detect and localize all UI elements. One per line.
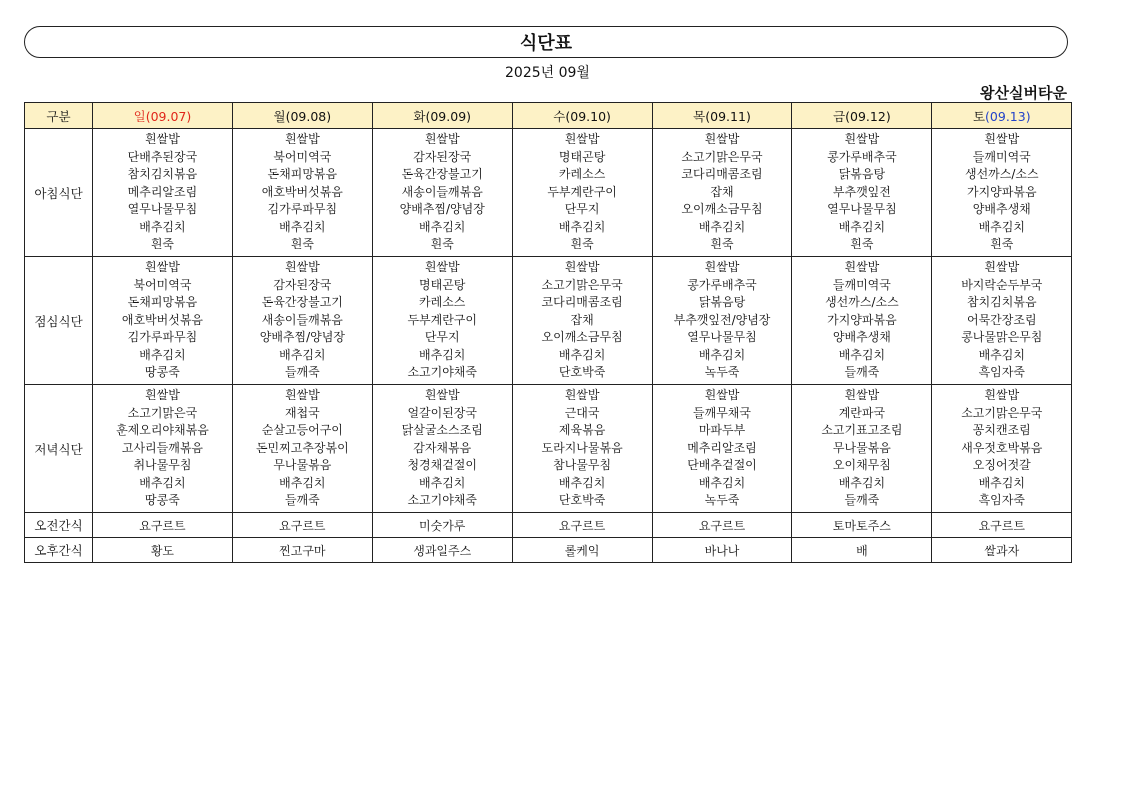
menu-item: 흰죽 bbox=[990, 237, 1014, 252]
menu-item: 단무지 bbox=[424, 330, 460, 345]
menu-item: 소고기맑은무국 bbox=[961, 405, 1043, 420]
page-title bbox=[24, 26, 1068, 58]
menu-item: 단호박죽 bbox=[558, 493, 606, 508]
meal-cell bbox=[652, 385, 792, 513]
menu-item: 카레소스 bbox=[558, 167, 606, 182]
meal-cell bbox=[372, 129, 512, 257]
menu-item: 흰쌀밥 bbox=[145, 132, 180, 147]
menu-item: 배추김치 bbox=[139, 219, 186, 234]
menu-item: 훈제오리야채볶음 bbox=[116, 423, 209, 438]
menu-item: 마파두부 bbox=[698, 423, 746, 438]
menu-item: 근대국 bbox=[564, 405, 600, 420]
menu-item: 흰쌀밥 bbox=[284, 388, 320, 403]
menu-item: 흰쌀밥 bbox=[145, 260, 180, 275]
menu-item: 배추김치 bbox=[978, 347, 1025, 362]
menu-item: 북어미역국 bbox=[133, 277, 192, 292]
menu-item: 고사리들깨볶음 bbox=[121, 440, 204, 455]
day-header-2 bbox=[232, 103, 372, 129]
menu-item: 김가루파무침 bbox=[127, 330, 198, 345]
menu-item: 배추김치 bbox=[139, 347, 186, 362]
meal-cell bbox=[512, 129, 652, 257]
day-date-open-paren: ( bbox=[845, 108, 851, 124]
menu-item: 꽁치캔조림 bbox=[972, 423, 1031, 438]
snack-cell: 요구르트 bbox=[93, 513, 233, 538]
menu-item: 잡채 bbox=[570, 312, 594, 327]
menu-item: 바지락순두부국 bbox=[961, 277, 1043, 292]
menu-item: 애호박버섯볶음 bbox=[261, 184, 343, 199]
menu-item: 오이깨소금무침 bbox=[681, 202, 763, 217]
menu-item: 콩나물맑은무침 bbox=[961, 330, 1043, 345]
menu-item: 북어미역국 bbox=[273, 149, 332, 164]
day-header-1 bbox=[93, 103, 233, 129]
page-title-text: 식단표 bbox=[519, 33, 573, 54]
snack-cell: 쌀과자 bbox=[932, 538, 1072, 563]
snack-label: 오전간식 bbox=[25, 513, 93, 538]
menu-item: 흰죽 bbox=[430, 237, 454, 252]
menu-item: 단배추된장국 bbox=[127, 149, 198, 164]
snack-cell: 요구르트 bbox=[232, 513, 372, 538]
snack-cell: 황도 bbox=[93, 538, 233, 563]
header-label-cell: 구분 bbox=[25, 103, 93, 129]
menu-item: 감자된장국 bbox=[273, 277, 332, 292]
menu-item: 오이깨소금무침 bbox=[541, 330, 623, 345]
menu-item: 양배추생채 bbox=[972, 202, 1031, 217]
day-date-open-paren: ( bbox=[565, 108, 571, 124]
menu-item: 땅콩죽 bbox=[145, 493, 180, 508]
day-date: 09.08 bbox=[290, 108, 327, 124]
meal-cell bbox=[93, 129, 233, 257]
snack-cell: 찐고구마 bbox=[232, 538, 372, 563]
menu-item: 메추리알조림 bbox=[687, 440, 757, 455]
menu-item: 가지양파볶음 bbox=[967, 184, 1037, 199]
day-date-open-paren: ( bbox=[425, 108, 431, 124]
meal-cell bbox=[232, 129, 372, 257]
menu-item: 흰죽 bbox=[150, 237, 175, 252]
day-date-open-paren: ( bbox=[285, 108, 291, 124]
day-header-7 bbox=[932, 103, 1072, 129]
menu-item: 소고기야채죽 bbox=[407, 493, 477, 508]
menu-item: 흰쌀밥 bbox=[984, 132, 1020, 147]
menu-item: 흰쌀밥 bbox=[844, 260, 880, 275]
menu-item: 닭볶음탕 bbox=[838, 167, 886, 182]
menu-item: 흰쌀밥 bbox=[424, 260, 460, 275]
menu-item: 배추김치 bbox=[419, 219, 466, 234]
meal-label: 아침식단 bbox=[25, 129, 93, 257]
menu-item: 새우젓호박볶음 bbox=[961, 440, 1043, 455]
day-date-close-paren: ) bbox=[466, 108, 472, 124]
menu-item: 녹두죽 bbox=[704, 365, 740, 380]
menu-item: 배추김치 bbox=[978, 219, 1025, 234]
menu-item: 열무나물무침 bbox=[127, 202, 198, 217]
menu-item: 닭볶음탕 bbox=[698, 295, 746, 310]
day-date-close-paren: ) bbox=[1025, 108, 1031, 124]
menu-item: 명태곤탕 bbox=[419, 277, 466, 292]
menu-item: 흰쌀밥 bbox=[564, 260, 600, 275]
day-date-close-paren: ) bbox=[745, 108, 751, 124]
menu-item: 김가루파무침 bbox=[267, 202, 338, 217]
menu-item: 흰죽 bbox=[570, 237, 594, 252]
meal-cell bbox=[932, 129, 1072, 257]
day-date: 09.10 bbox=[570, 108, 607, 124]
menu-item: 흰쌀밥 bbox=[844, 388, 880, 403]
meal-cell bbox=[372, 257, 512, 385]
menu-item: 들깨죽 bbox=[844, 493, 880, 508]
day-date-close-paren: ) bbox=[885, 108, 891, 124]
menu-item: 들깨죽 bbox=[284, 365, 320, 380]
menu-item: 흰쌀밥 bbox=[424, 132, 460, 147]
day-date-close-paren: ) bbox=[326, 108, 332, 124]
menu-item: 흰죽 bbox=[710, 237, 734, 252]
snack-cell: 요구르트 bbox=[512, 513, 652, 538]
day-date: 09.13 bbox=[989, 108, 1026, 124]
menu-item: 들깨미역국 bbox=[972, 149, 1031, 164]
menu-item: 흰쌀밥 bbox=[284, 132, 320, 147]
facility-name: 왕산실버타운 bbox=[980, 84, 1067, 102]
menu-item: 들깨무채국 bbox=[693, 405, 751, 420]
menu-item: 코다리매콤조림 bbox=[541, 295, 623, 310]
meal-cell bbox=[93, 385, 233, 513]
menu-item: 배추김치 bbox=[558, 475, 606, 490]
menu-item: 돈채피망볶음 bbox=[127, 295, 198, 310]
menu-item: 열무나물무침 bbox=[687, 330, 757, 345]
menu-item: 오징어젓갈 bbox=[972, 458, 1031, 473]
menu-item: 배추김치 bbox=[838, 475, 886, 490]
menu-item: 명태곤탕 bbox=[558, 149, 606, 164]
meal-row bbox=[25, 385, 1072, 513]
menu-item: 양배추찜/양념장 bbox=[399, 202, 485, 217]
day-header-6 bbox=[792, 103, 932, 129]
day-date: 09.09 bbox=[430, 108, 467, 124]
menu-item: 부추깻잎전 bbox=[832, 184, 891, 199]
menu-item: 배추김치 bbox=[698, 219, 746, 234]
menu-item: 새송이들깨볶음 bbox=[261, 312, 343, 327]
menu-item: 닭살굴소스조림 bbox=[401, 423, 483, 438]
menu-item: 배추김치 bbox=[419, 475, 466, 490]
menu-item: 단배추겉절이 bbox=[687, 458, 757, 473]
menu-item: 돈채피망볶음 bbox=[267, 167, 338, 182]
menu-item: 열무나물무침 bbox=[827, 202, 897, 217]
menu-item: 돈민찌고추장볶이 bbox=[255, 440, 349, 455]
month-label: 2025년 09월 bbox=[505, 65, 590, 81]
menu-item: 들깨죽 bbox=[844, 365, 880, 380]
meal-cell bbox=[232, 257, 372, 385]
meal-cell bbox=[792, 129, 932, 257]
snack-cell: 배 bbox=[792, 538, 932, 563]
day-name: 금 bbox=[833, 108, 846, 124]
day-date: 09.12 bbox=[850, 108, 886, 124]
meal-cell bbox=[232, 385, 372, 513]
menu-item: 소고기맑은무국 bbox=[681, 149, 763, 164]
menu-item: 배추김치 bbox=[139, 475, 186, 490]
meal-cell bbox=[512, 385, 652, 513]
day-date-close-paren: ) bbox=[186, 108, 192, 124]
menu-item: 새송이들깨볶음 bbox=[401, 184, 483, 199]
snack-cell: 롤케익 bbox=[512, 538, 652, 563]
menu-item: 참나물무침 bbox=[553, 458, 612, 473]
menu-item: 소고기맑은무국 bbox=[541, 277, 623, 292]
menu-item: 흑임자죽 bbox=[978, 493, 1025, 508]
day-name: 일 bbox=[133, 108, 146, 124]
menu-item: 돈육간장불고기 bbox=[401, 167, 483, 182]
day-name: 화 bbox=[413, 108, 426, 124]
menu-item: 두부계란구이 bbox=[547, 184, 617, 199]
menu-item: 도라지나물볶음 bbox=[541, 440, 623, 455]
header-row bbox=[25, 103, 1072, 129]
menu-item: 흰쌀밥 bbox=[984, 388, 1020, 403]
meal-row bbox=[25, 129, 1072, 257]
menu-item: 청경채겉절이 bbox=[407, 458, 477, 473]
day-header-5 bbox=[652, 103, 792, 129]
menu-item: 흰죽 bbox=[850, 237, 874, 252]
snack-cell: 생과일주스 bbox=[372, 538, 512, 563]
menu-item: 흰쌀밥 bbox=[564, 132, 600, 147]
snack-row bbox=[25, 513, 1072, 538]
meal-cell bbox=[512, 257, 652, 385]
menu-item: 제육볶음 bbox=[558, 423, 606, 438]
snack-cell: 토마토주스 bbox=[792, 513, 932, 538]
meal-cell bbox=[372, 385, 512, 513]
menu-item: 메추리알조림 bbox=[127, 184, 198, 199]
menu-item: 얼갈이된장국 bbox=[407, 405, 477, 420]
menu-item: 무나물볶음 bbox=[273, 458, 332, 473]
menu-item: 취나물무침 bbox=[133, 458, 192, 473]
meal-row bbox=[25, 257, 1072, 385]
day-header-3 bbox=[372, 103, 512, 129]
meal-label: 저녁식단 bbox=[25, 385, 93, 513]
menu-item: 흰쌀밥 bbox=[704, 260, 740, 275]
menu-item: 단무지 bbox=[564, 202, 600, 217]
menu-item: 흰죽 bbox=[290, 237, 314, 252]
menu-item: 배추김치 bbox=[978, 475, 1025, 490]
meal-cell bbox=[792, 257, 932, 385]
menu-item: 녹두죽 bbox=[704, 493, 740, 508]
snack-label: 오후간식 bbox=[25, 538, 93, 563]
menu-item: 흰쌀밥 bbox=[704, 388, 740, 403]
meal-table bbox=[24, 102, 1072, 563]
menu-item: 오이채무침 bbox=[832, 458, 891, 473]
menu-item: 소고기야채죽 bbox=[407, 365, 477, 380]
menu-item: 흰쌀밥 bbox=[284, 260, 320, 275]
menu-item: 단호박죽 bbox=[558, 365, 606, 380]
menu-item: 애호박버섯볶음 bbox=[121, 312, 204, 327]
menu-item: 재첩국 bbox=[284, 405, 320, 420]
menu-item: 배추김치 bbox=[838, 347, 886, 362]
meal-cell bbox=[93, 257, 233, 385]
day-date-open-paren: ( bbox=[985, 108, 990, 124]
menu-item: 배추김치 bbox=[279, 475, 326, 490]
meal-cell bbox=[652, 129, 792, 257]
menu-item: 카레소스 bbox=[419, 295, 466, 310]
menu-item: 배추김치 bbox=[838, 219, 886, 234]
menu-item: 배추김치 bbox=[419, 347, 466, 362]
day-name: 토 bbox=[972, 108, 986, 124]
snack-cell: 미숫가루 bbox=[372, 513, 512, 538]
menu-item: 흰쌀밥 bbox=[145, 388, 180, 403]
day-date-open-paren: ( bbox=[705, 108, 711, 124]
menu-item: 배추김치 bbox=[558, 219, 606, 234]
menu-item: 참치김치볶음 bbox=[967, 295, 1037, 310]
menu-item: 흰쌀밥 bbox=[704, 132, 740, 147]
menu-item: 배추김치 bbox=[279, 219, 326, 234]
menu-item: 배추김치 bbox=[279, 347, 326, 362]
meal-cell bbox=[652, 257, 792, 385]
menu-item: 소고기표고조림 bbox=[821, 423, 903, 438]
menu-item: 흰쌀밥 bbox=[564, 388, 600, 403]
day-date-open-paren: ( bbox=[145, 108, 151, 124]
snack-cell: 요구르트 bbox=[932, 513, 1072, 538]
menu-item: 들깨죽 bbox=[284, 493, 320, 508]
menu-item: 생선까스/소스 bbox=[964, 167, 1039, 182]
menu-item: 두부계란구이 bbox=[407, 312, 477, 327]
meal-label: 점심식단 bbox=[25, 257, 93, 385]
menu-item: 감자채볶음 bbox=[413, 440, 472, 455]
menu-item: 땅콩죽 bbox=[145, 365, 180, 380]
menu-item: 감자된장국 bbox=[413, 149, 472, 164]
day-name: 수 bbox=[553, 108, 566, 124]
meal-cell bbox=[932, 257, 1072, 385]
menu-item: 흑임자죽 bbox=[978, 365, 1025, 380]
menu-item: 양배추생채 bbox=[832, 330, 891, 345]
snack-cell: 바나나 bbox=[652, 538, 792, 563]
menu-item: 배추김치 bbox=[698, 347, 746, 362]
menu-item: 무나물볶음 bbox=[832, 440, 891, 455]
day-date: 09.11 bbox=[710, 108, 746, 124]
day-date-close-paren: ) bbox=[606, 108, 611, 124]
menu-item: 계란파국 bbox=[838, 405, 886, 420]
meal-cell bbox=[792, 385, 932, 513]
snack-row bbox=[25, 538, 1072, 563]
day-name: 목 bbox=[693, 108, 706, 124]
menu-item: 흰쌀밥 bbox=[984, 260, 1020, 275]
day-name: 월 bbox=[273, 108, 286, 124]
menu-item: 잡채 bbox=[710, 184, 734, 199]
menu-item: 가지양파볶음 bbox=[827, 312, 897, 327]
menu-item: 콩가루배추국 bbox=[687, 277, 757, 292]
menu-item: 돈육간장불고기 bbox=[261, 295, 343, 310]
menu-item: 배추김치 bbox=[698, 475, 746, 490]
menu-item: 흰쌀밥 bbox=[844, 132, 880, 147]
menu-item: 참치김치볶음 bbox=[127, 167, 198, 182]
day-date: 09.07 bbox=[150, 108, 187, 124]
menu-item: 배추김치 bbox=[558, 347, 606, 362]
menu-item: 양배추찜/양념장 bbox=[259, 330, 345, 345]
menu-item: 순살고등어구이 bbox=[261, 423, 343, 438]
menu-item: 생선까스/소스 bbox=[825, 295, 899, 310]
menu-item: 코다리매콤조림 bbox=[681, 167, 763, 182]
menu-item: 콩가루배추국 bbox=[827, 149, 897, 164]
meal-cell bbox=[932, 385, 1072, 513]
menu-item: 들깨미역국 bbox=[832, 277, 891, 292]
menu-item: 소고기맑은국 bbox=[127, 405, 198, 420]
menu-item: 부추깻잎전/양념장 bbox=[673, 312, 771, 327]
menu-item: 흰쌀밥 bbox=[424, 388, 460, 403]
menu-item: 어묵간장조림 bbox=[967, 312, 1037, 327]
day-header-4 bbox=[512, 103, 652, 129]
snack-cell: 요구르트 bbox=[652, 513, 792, 538]
